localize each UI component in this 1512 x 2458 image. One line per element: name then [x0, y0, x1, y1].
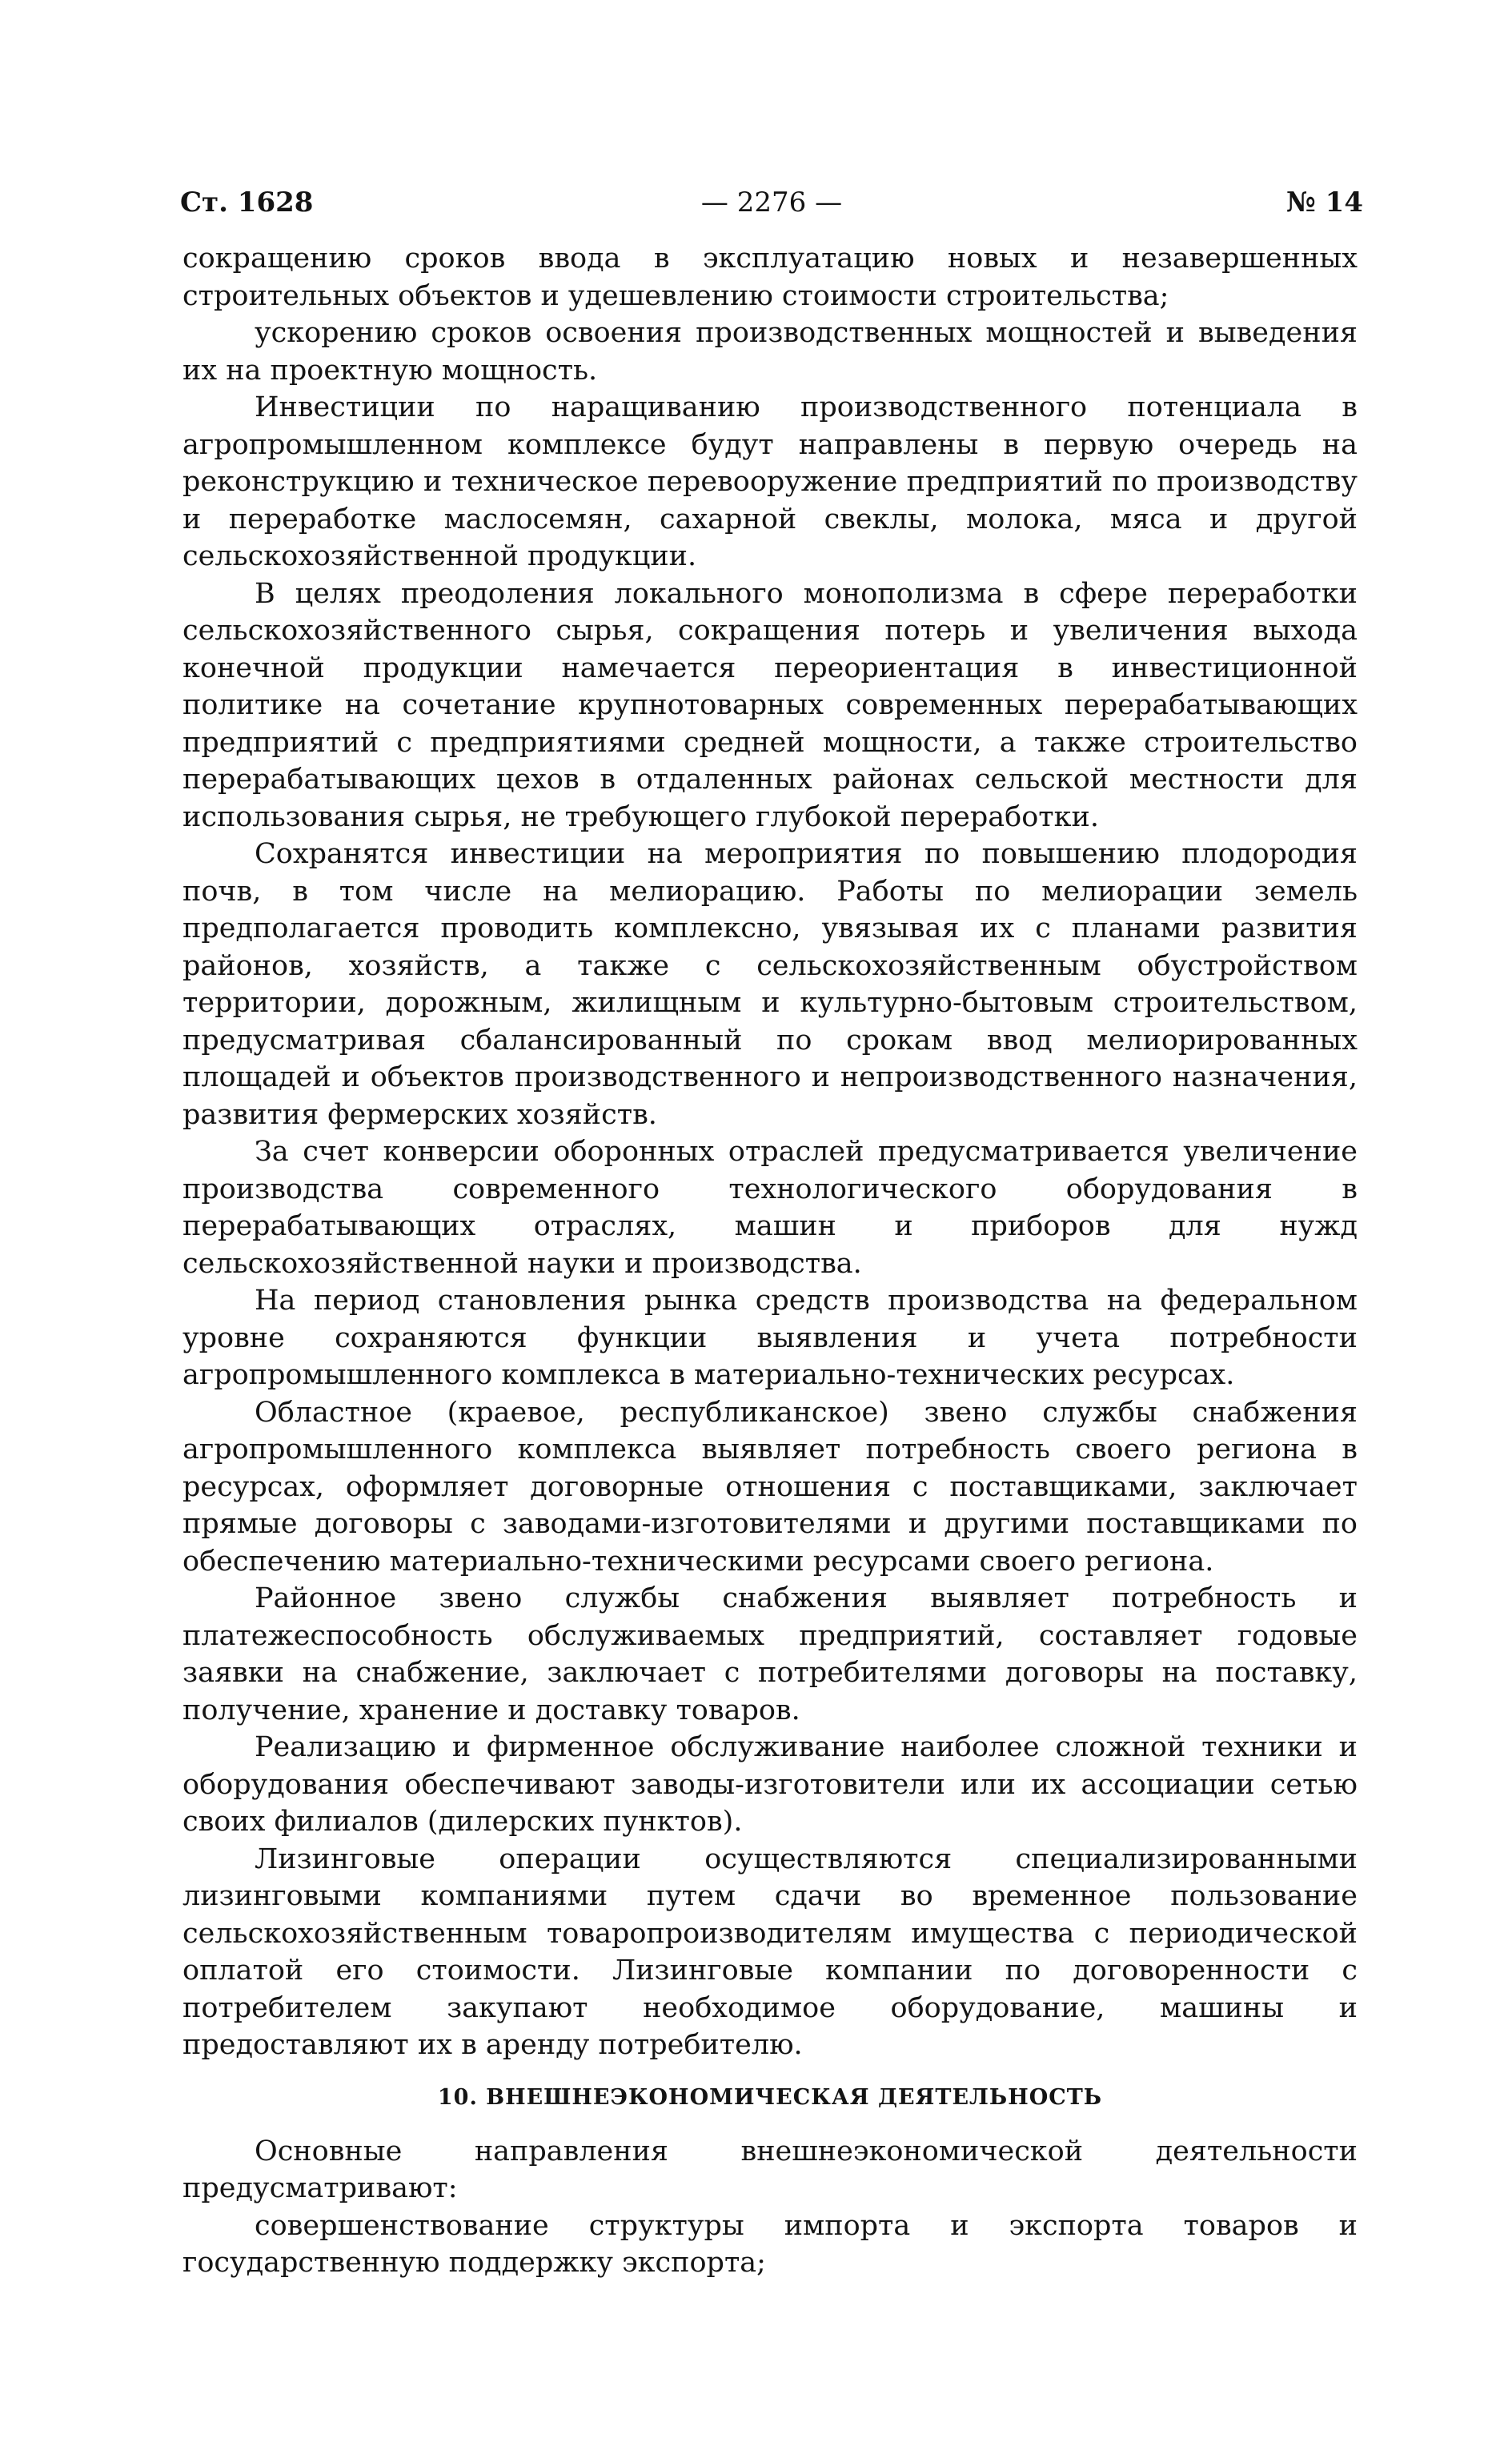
paragraph: Инвестиции по наращиванию производственного потенциала в агропромышленном комплексе будут направлены в первую очередь на реконструкцию и техническое перевооружение предприятий по производству и переработке маслосемян, сахарной свеклы, молока, мяса и другой сельскохозяйственной продукции.: [182, 391, 1358, 572]
paragraph: сокращению сроков ввода в эксплуатацию новых и незавершенных строительных объектов и удешевлению стоимости строительства;: [182, 243, 1358, 312]
paragraph: Основные направления внешнеэкономической деятельности предусматривают:: [182, 2135, 1358, 2204]
document-body: [182, 240, 1358, 2282]
paragraph: За счет конверсии оборонных отраслей предусматривается увеличение производства современного технологического оборудования в перерабатывающих отраслях, машин и приборов для нужд сельскохозяйственной науки и производства.: [182, 1136, 1358, 1280]
article-number: Ст. 1628: [180, 186, 314, 219]
paragraph: ускорению сроков освоения производственных мощностей и выведения их на проектную мощность.: [182, 317, 1358, 387]
section-heading: 10. ВНЕШНЕЭКОНОМИЧЕСКАЯ ДЕЯТЕЛЬНОСТЬ: [437, 2084, 1103, 2110]
paragraph: Реализацию и фирменное обслуживание наиболее сложной техники и оборудования обеспечивают заводы-изготовители или их ассоциации сетью своих филиалов (дилерских пунктов).: [182, 1731, 1358, 1838]
issue-number: № 14: [1285, 186, 1363, 219]
paragraph: В целях преодоления локального монополизма в сфере переработки сельскохозяйственного сырья, сокращения потерь и увеличения выхода конечной продукции намечается переориентация в инвестиционной политике на сочетание крупнотоварных современных перерабатывающих предприятий с предприятиями средней мощности, а также строительство перерабатывающих цехов в отдаленных районах сельской местности для использования сырья, не требующего глубокой переработки.: [182, 577, 1358, 833]
paragraph: Областное (краевое, республиканское) звено службы снабжения агропромышленного комплекса выявляет потребность своего региона в ресурсах, оформляет договорные отношения с поставщиками, заключает прямые договоры с заводами-изготовителями и другими поставщиками по обеспечению материально-техническими ресурсами своего региона.: [182, 1396, 1358, 1578]
paragraph: Районное звено службы снабжения выявляет потребность и платежеспособность обслуживаемых предприятий, составляет годовые заявки на снабжение, заключает с потребителями договоры на поставку, получение, хранение и доставку товаров.: [182, 1582, 1358, 1726]
page-header: [180, 182, 1363, 223]
paragraph: совершенствование структуры импорта и экспорта товаров и государственную поддержку экспорта;: [182, 2209, 1358, 2279]
paragraph: На период становления рынка средств производства на федеральном уровне сохраняются функции выявления и учета потребности агропромышленного комплекса в материально-технических ресурсах.: [182, 1285, 1358, 1391]
paragraph: Сохранятся инвестиции на мероприятия по повышению плодородия почв, в том числе на мелиорацию. Работы по мелиорации земель предполагается проводить комплексно, увязывая их с планами развития районов, хозяйств, а также с сельскохозяйственным обустройством территории, дорожным, жилищным и культурно-бытовым строительством, предусматривая сбалансированный по срокам ввод мелиорированных площадей и объектов производственного и непроизводственного назначения, развития фермерских хозяйств.: [182, 838, 1358, 1131]
paragraph: Лизинговые операции осуществляются специализированными лизинговыми компаниями путем сдачи во временное пользование сельскохозяйственным товаропроизводителям имущества с периодической оплатой его стоимости. Лизинговые компании по договоренности с потребителем закупают необходимое оборудование, машины и предоставляют их в аренду потребителю.: [182, 1842, 1358, 2061]
page-number: — 2276 —: [700, 186, 843, 219]
